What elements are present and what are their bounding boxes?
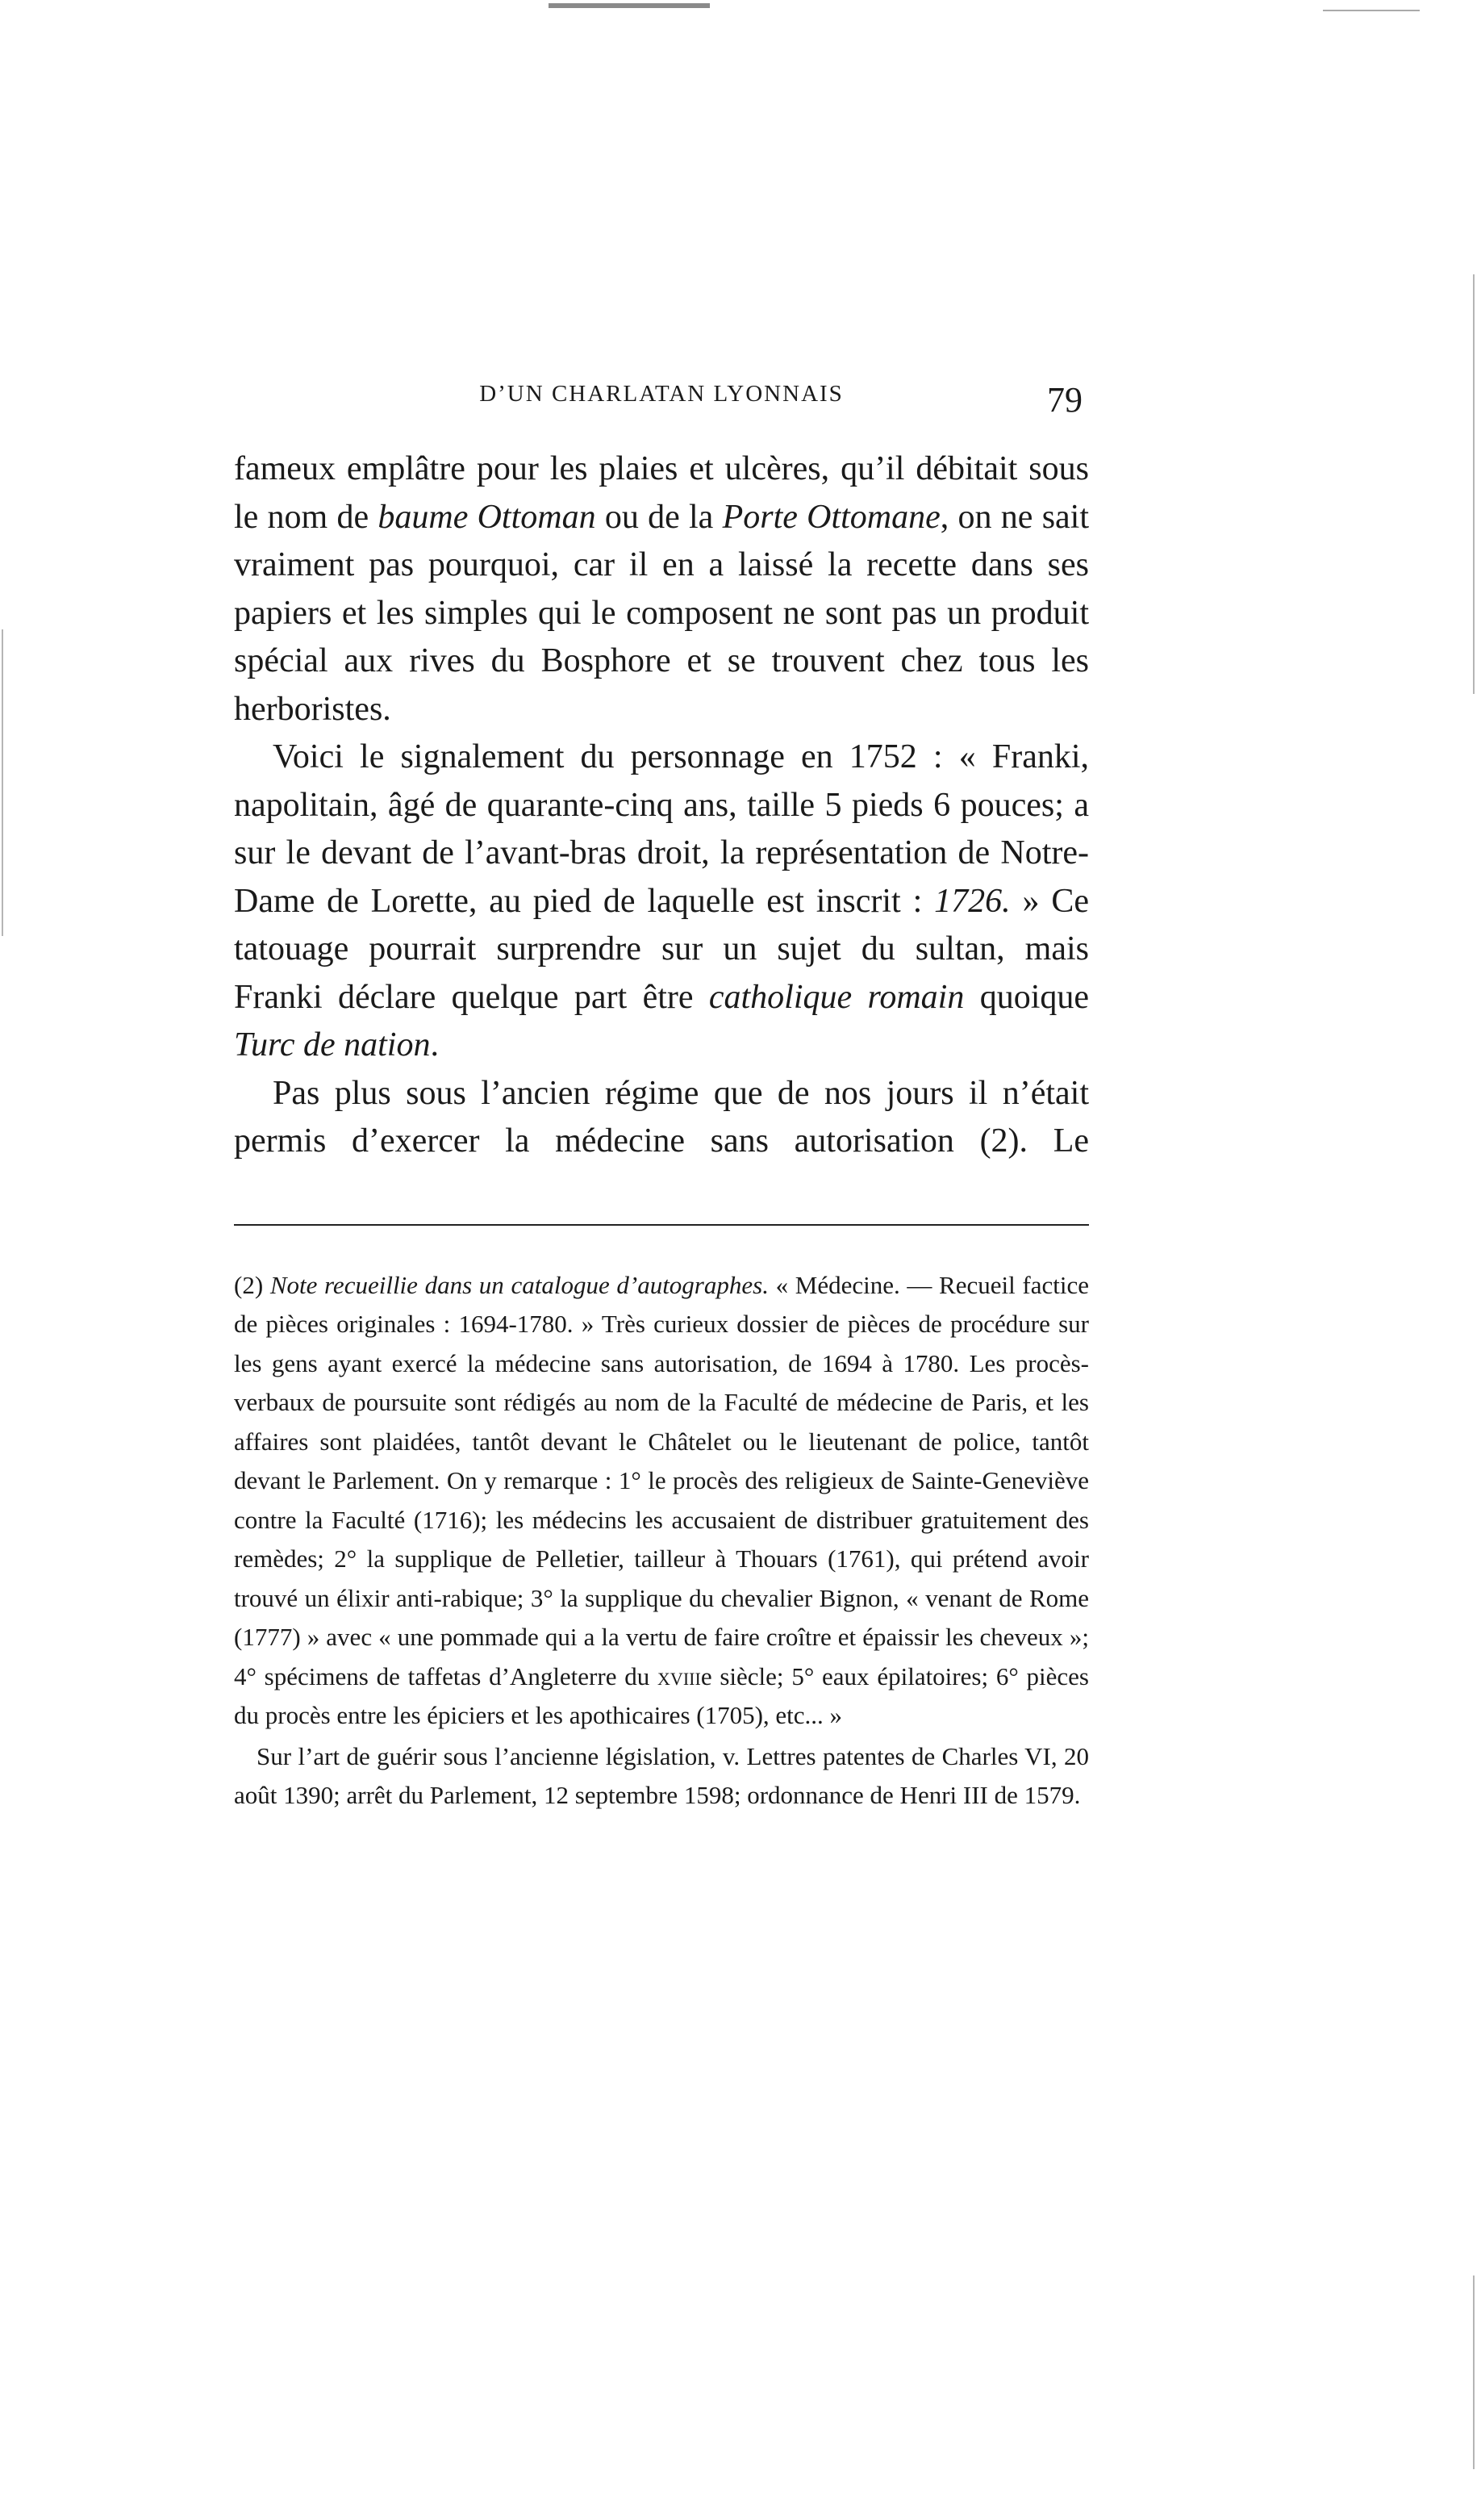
scan-mark-top <box>549 3 710 8</box>
running-title: D’UN CHARLATAN LYONNAIS <box>479 381 844 407</box>
body-paragraph <box>234 1070 1089 1166</box>
text-segment: e siècle; 5° eaux épilatoires; 6° pièces du procès entre les épiciers et les apothicaires (1705), etc... » <box>234 1661 1089 1729</box>
text-segment: . <box>430 1026 439 1064</box>
page-number: 79 <box>1047 380 1083 420</box>
text-segment: quoique <box>964 978 1090 1016</box>
text-segment: (2) <box>234 1270 270 1299</box>
body-paragraph <box>234 445 1089 733</box>
book-page <box>234 379 1089 1816</box>
footnote-rule <box>234 1224 1089 1226</box>
text-segment: catholique romain <box>708 978 965 1016</box>
scan-mark-right-lower <box>1473 2276 1475 2469</box>
text-segment: Note recueillie dans un catalogue d’autographes. <box>269 1270 769 1299</box>
footnote-paragraph <box>234 1737 1089 1816</box>
body-paragraph <box>234 733 1089 1070</box>
text-segment: baume Ottoman <box>378 498 596 536</box>
text-segment: ou de la <box>595 498 723 536</box>
footnote-paragraph <box>234 1266 1089 1736</box>
text-segment: « Médecine. — Recueil factice de pièces originales : 1694-1780. » Très curieux dossier de pièces de procédure sur les gens ayant exercé la médecine sans autorisation, de 1694 à 1780. Les procès-verbaux de poursuite sont rédigés au nom de la Faculté de médecine de Paris, et les affaires sont plaidées, tantôt devant le Châtelet ou le lieutenant de police, tantôt devant le Parlement. On y remarque : 1° le procès des religieux de Sainte-Geneviève contre la Faculté (1716); les médecins les accusaient de distribuer gratuitement des remèdes; 2° la supplique de Pelletier, tailleur à Thouars (1761), qui prétend avoir trouvé un élixir anti-rabique; 3° la supplique du chevalier Bignon, « venant de Rome (1777) » avec « une pommade qui a la vertu de faire croître et épaissir les cheveux »; 4° spécimens de taffetas d’Angleterre du <box>234 1270 1089 1690</box>
text-segment: Pas plus sous l’ancien régime que de nos jours il n’était permis d’exercer la médecine sans autorisation (2). Le <box>234 1074 1089 1160</box>
running-head <box>234 379 1089 428</box>
text-segment: xviii <box>657 1661 701 1690</box>
text-segment: Turc de nation <box>234 1026 431 1064</box>
body-text <box>234 445 1089 1166</box>
text-segment: » Ce tatouage pourrait surprendre sur un sujet du sultan, mais Franki déclare quelque part être <box>234 882 1089 1016</box>
text-segment: 1726. <box>934 882 1011 920</box>
scan-mark-top-right <box>1323 10 1420 11</box>
text-segment: Sur l’art de guérir sous l’ancienne législation, v. Lettres patentes de Charles VI, 20 août 1390; arrêt du Parlement, 12 septembre 1598; ordonnance de Henri III de 1579. <box>234 1741 1089 1809</box>
scan-mark-right <box>1473 274 1475 694</box>
text-segment: Voici le signalement du personnage en 1752 : « Franki, napolitain, âgé de quarante-cinq ans, taille 5 pieds 6 pouces; a sur le devant de l’avant-bras droit, la représentation de Notre-Dame de Lorette, au pied de laquelle est inscrit : <box>234 738 1089 920</box>
footnotes <box>234 1266 1089 1816</box>
text-segment: fameux emplâtre pour les plaies et ulcères, qu’il débitait sous le nom de <box>234 450 1089 536</box>
text-segment: Porte Ottomane <box>722 498 941 536</box>
scan-mark-left <box>2 629 3 936</box>
text-segment: , on ne sait vraiment pas pourquoi, car il en a laissé la recette dans ses papiers et les simples qui le composent ne sont pas un produit spécial aux rives du Bosphore et se trouvent chez tous les herboristes. <box>234 498 1090 728</box>
